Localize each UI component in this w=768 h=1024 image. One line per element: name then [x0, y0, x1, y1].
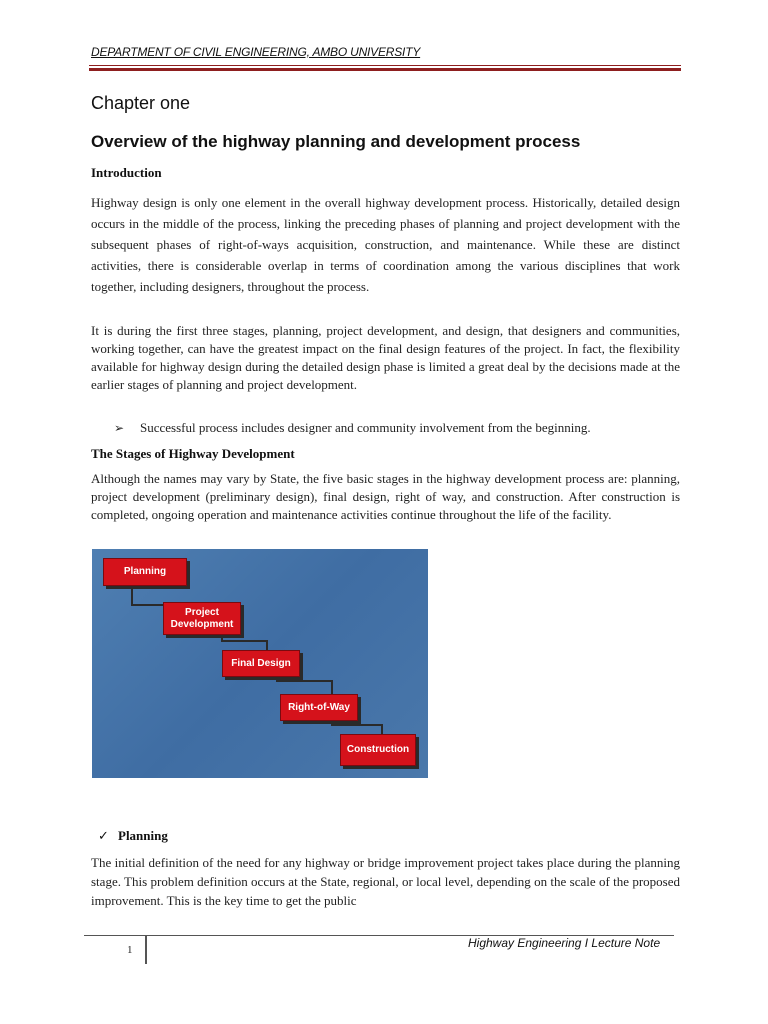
header-department: DEPARTMENT OF CIVIL ENGINEERING, AMBO UNIVERSITY — [91, 45, 421, 59]
header-rule-thin — [89, 65, 681, 66]
stage-construction: Construction — [340, 734, 416, 766]
highway-stages-diagram — [92, 549, 428, 778]
planning-item — [98, 828, 168, 844]
stage-project-development: Project Development — [163, 602, 241, 635]
planning-heading: Planning — [118, 828, 168, 843]
chapter-label: Chapter one — [91, 93, 191, 113]
page-title: Overview of the highway planning and development process — [91, 132, 581, 151]
footer-divider — [145, 935, 147, 964]
stages-paragraph: Although the names may vary by State, the five basic stages in the highway development process are: planning, project development (preliminary design), final design, right of way, and construction. After construction is completed, ongoing operation and maintenance activities continue throughout the life of the facility. — [91, 471, 680, 522]
planning-paragraph: The initial definition of the need for any highway or bridge improvement project takes place during the planning stage. This problem definition occurs at the State, regional, or local level, depending on the scale of the proposed improvement. This is the key time to get the public — [91, 855, 680, 908]
arrow-bullet-icon: ➢ — [114, 421, 125, 435]
introduction-paragraph-2: It is during the first three stages, planning, project development, and design, that designers and communities, working together, can have the greatest impact on the final design features of the project. In fact, the flexibility available for highway design during the detailed design phase is limited a great deal by the decisions made at the earlier stages of planning and project development. — [91, 323, 680, 392]
page-number: 1 — [127, 944, 133, 956]
header-rule-thick — [89, 68, 681, 71]
introduction-paragraph-1: Highway design is only one element in the overall highway development process. Historically, detailed design occurs in the middle of the process, linking the preceding phases of planning and project development with the subsequent phases of right-of-ways acquisition, construction, and maintenance. While these are distinct activities, there is considerable overlap in terms of coordination among the various disciplines that work together, including designers, throughout the process. — [91, 195, 680, 294]
footer-note: Highway Engineering I Lecture Note — [468, 936, 661, 950]
stage-planning: Planning — [103, 558, 187, 586]
bullet-item — [114, 420, 591, 436]
stage-final-design: Final Design — [222, 650, 300, 677]
stages-heading: The Stages of Highway Development — [91, 446, 295, 461]
checkmark-icon: ✓ — [98, 828, 109, 843]
bullet-text: Successful process includes designer and community involvement from the beginning. — [140, 420, 591, 435]
stage-right-of-way: Right-of-Way — [280, 694, 358, 721]
introduction-heading: Introduction — [91, 165, 162, 180]
